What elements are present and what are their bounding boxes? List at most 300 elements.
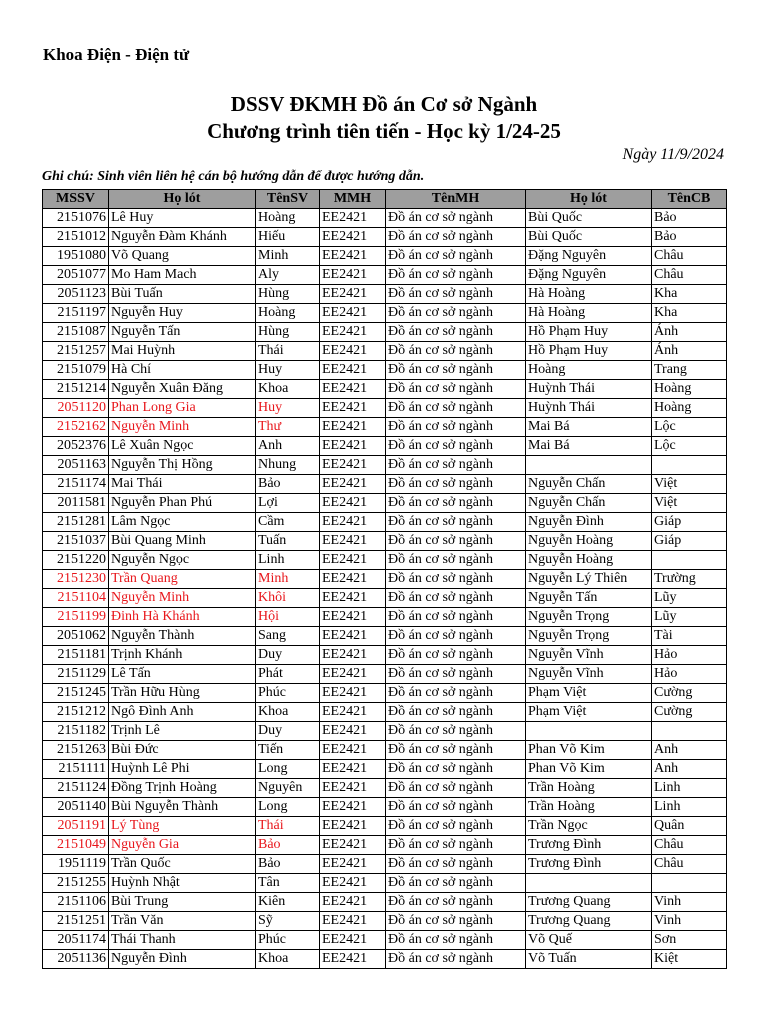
cell-student-last-middle: Lê Tấn (109, 665, 256, 684)
cell-advisor-last-middle: Trương Quang (526, 893, 652, 912)
table-row (43, 931, 727, 950)
table-row (43, 703, 727, 722)
cell-advisor-first: Hảo (652, 665, 727, 684)
cell-course-code: EE2421 (320, 361, 386, 380)
cell-course-name: Đồ án cơ sở ngành (386, 627, 526, 646)
cell-course-code: EE2421 (320, 912, 386, 931)
cell-student-last-middle: Mai Thái (109, 475, 256, 494)
cell-course-code: EE2421 (320, 247, 386, 266)
table-row (43, 247, 727, 266)
cell-student-first: Hùng (256, 285, 320, 304)
cell-mssv: 2051163 (43, 456, 109, 475)
cell-advisor-last-middle: Phan Võ Kim (526, 741, 652, 760)
cell-course-code: EE2421 (320, 266, 386, 285)
cell-mssv: 2151174 (43, 475, 109, 494)
document-date: Ngày 11/9/2024 (622, 146, 724, 163)
column-header-course-name: TênMH (386, 190, 526, 209)
cell-student-first: Hoàng (256, 304, 320, 323)
cell-course-code: EE2421 (320, 836, 386, 855)
table-row (43, 570, 727, 589)
cell-course-name: Đồ án cơ sở ngành (386, 817, 526, 836)
cell-student-first: Duy (256, 722, 320, 741)
cell-mssv: 2151129 (43, 665, 109, 684)
cell-student-last-middle: Nguyễn Đàm Khánh (109, 228, 256, 247)
cell-student-first: Thái (256, 342, 320, 361)
cell-mssv: 2151106 (43, 893, 109, 912)
cell-advisor-last-middle: Nguyễn Chấn (526, 494, 652, 513)
column-header-mssv: MSSV (43, 190, 109, 209)
cell-student-last-middle: Huỳnh Nhật (109, 874, 256, 893)
cell-student-last-middle: Nguyễn Ngọc (109, 551, 256, 570)
cell-course-code: EE2421 (320, 475, 386, 494)
cell-mssv: 2151214 (43, 380, 109, 399)
document-note: Ghi chú: Sinh viên liên hệ cán bộ hướng dẫn để được hướng dẫn. (42, 169, 425, 184)
cell-course-code: EE2421 (320, 950, 386, 969)
cell-student-first: Khoa (256, 950, 320, 969)
cell-course-code: EE2421 (320, 741, 386, 760)
cell-mssv: 2151012 (43, 228, 109, 247)
cell-mssv: 2051174 (43, 931, 109, 950)
cell-student-first: Hùng (256, 323, 320, 342)
cell-mssv: 2151124 (43, 779, 109, 798)
cell-advisor-last-middle (526, 722, 652, 741)
cell-course-code: EE2421 (320, 285, 386, 304)
table-row (43, 513, 727, 532)
cell-advisor-first: Anh (652, 760, 727, 779)
cell-student-first: Nhung (256, 456, 320, 475)
cell-student-last-middle: Mo Ham Mach (109, 266, 256, 285)
cell-course-code: EE2421 (320, 665, 386, 684)
cell-advisor-last-middle: Phan Võ Kim (526, 760, 652, 779)
cell-student-last-middle: Nguyễn Tấn (109, 323, 256, 342)
table-row (43, 665, 727, 684)
table-header-row (43, 190, 727, 209)
cell-mssv: 2011581 (43, 494, 109, 513)
department-name: Khoa Điện - Điện tử (43, 45, 190, 64)
cell-student-first: Bảo (256, 855, 320, 874)
cell-student-first: Long (256, 760, 320, 779)
cell-advisor-last-middle: Võ Quế (526, 931, 652, 950)
cell-student-first: Khoa (256, 380, 320, 399)
cell-mssv: 2151251 (43, 912, 109, 931)
cell-course-name: Đồ án cơ sở ngành (386, 209, 526, 228)
cell-advisor-first (652, 456, 727, 475)
cell-mssv: 2151087 (43, 323, 109, 342)
cell-course-name: Đồ án cơ sở ngành (386, 950, 526, 969)
table-row (43, 608, 727, 627)
cell-student-last-middle: Nguyễn Minh (109, 418, 256, 437)
cell-advisor-first: Cường (652, 684, 727, 703)
cell-advisor-first: Vinh (652, 912, 727, 931)
cell-student-last-middle: Lâm Ngọc (109, 513, 256, 532)
table-row (43, 855, 727, 874)
cell-student-first: Anh (256, 437, 320, 456)
cell-mssv: 1951080 (43, 247, 109, 266)
cell-course-name: Đồ án cơ sở ngành (386, 570, 526, 589)
cell-mssv: 2151281 (43, 513, 109, 532)
cell-advisor-first: Vinh (652, 893, 727, 912)
table-row (43, 228, 727, 247)
cell-advisor-first: Cường (652, 703, 727, 722)
cell-mssv: 2151181 (43, 646, 109, 665)
cell-mssv: 2151076 (43, 209, 109, 228)
cell-advisor-first: Châu (652, 266, 727, 285)
cell-advisor-first: Trang (652, 361, 727, 380)
cell-student-first: Hoàng (256, 209, 320, 228)
cell-course-name: Đồ án cơ sở ngành (386, 798, 526, 817)
cell-course-code: EE2421 (320, 931, 386, 950)
table-row (43, 209, 727, 228)
cell-advisor-first: Giáp (652, 532, 727, 551)
table-row (43, 722, 727, 741)
cell-mssv: 2151049 (43, 836, 109, 855)
cell-student-first: Huy (256, 399, 320, 418)
cell-course-name: Đồ án cơ sở ngành (386, 266, 526, 285)
student-table (42, 189, 727, 969)
table-row (43, 798, 727, 817)
cell-student-first: Hội (256, 608, 320, 627)
cell-advisor-last-middle: Hồ Phạm Huy (526, 323, 652, 342)
cell-advisor-last-middle: Võ Tuấn (526, 950, 652, 969)
cell-advisor-last-middle: Nguyễn Trọng (526, 627, 652, 646)
cell-advisor-last-middle: Đặng Nguyên (526, 266, 652, 285)
cell-course-name: Đồ án cơ sở ngành (386, 874, 526, 893)
table-row (43, 760, 727, 779)
cell-advisor-last-middle (526, 456, 652, 475)
cell-advisor-first: Hảo (652, 646, 727, 665)
cell-student-first: Nguyên (256, 779, 320, 798)
table-row (43, 532, 727, 551)
cell-student-last-middle: Nguyễn Xuân Đăng (109, 380, 256, 399)
cell-student-first: Minh (256, 247, 320, 266)
cell-course-name: Đồ án cơ sở ngành (386, 760, 526, 779)
cell-advisor-last-middle: Hoàng (526, 361, 652, 380)
cell-mssv: 2151220 (43, 551, 109, 570)
cell-mssv: 2151197 (43, 304, 109, 323)
cell-course-name: Đồ án cơ sở ngành (386, 418, 526, 437)
document-title: DSSV ĐKMH Đồ án Cơ sở Ngành (230, 92, 538, 116)
cell-student-last-middle: Lê Huy (109, 209, 256, 228)
cell-course-name: Đồ án cơ sở ngành (386, 304, 526, 323)
cell-course-code: EE2421 (320, 323, 386, 342)
table-row (43, 551, 727, 570)
cell-student-last-middle: Trần Văn (109, 912, 256, 931)
cell-course-code: EE2421 (320, 779, 386, 798)
table-row (43, 494, 727, 513)
cell-course-name: Đồ án cơ sở ngành (386, 684, 526, 703)
cell-course-code: EE2421 (320, 722, 386, 741)
cell-advisor-first: Sơn (652, 931, 727, 950)
cell-student-first: Linh (256, 551, 320, 570)
cell-course-name: Đồ án cơ sở ngành (386, 836, 526, 855)
cell-course-name: Đồ án cơ sở ngành (386, 779, 526, 798)
column-header-advisor-last-middle: Họ lót (526, 190, 652, 209)
cell-advisor-first: Bảo (652, 209, 727, 228)
cell-course-name: Đồ án cơ sở ngành (386, 589, 526, 608)
cell-mssv: 2151245 (43, 684, 109, 703)
cell-course-code: EE2421 (320, 209, 386, 228)
cell-advisor-first: Ánh (652, 342, 727, 361)
cell-advisor-last-middle: Bùi Quốc (526, 228, 652, 247)
table-row (43, 475, 727, 494)
cell-student-last-middle: Bùi Nguyễn Thành (109, 798, 256, 817)
cell-student-last-middle: Ngô Đình Anh (109, 703, 256, 722)
cell-student-first: Thái (256, 817, 320, 836)
cell-student-first: Aly (256, 266, 320, 285)
cell-advisor-first: Châu (652, 855, 727, 874)
cell-advisor-first: Châu (652, 836, 727, 855)
cell-course-name: Đồ án cơ sở ngành (386, 475, 526, 494)
cell-course-code: EE2421 (320, 551, 386, 570)
cell-student-first: Phúc (256, 684, 320, 703)
cell-course-name: Đồ án cơ sở ngành (386, 855, 526, 874)
cell-mssv: 2151104 (43, 589, 109, 608)
cell-student-last-middle: Nguyễn Minh (109, 589, 256, 608)
cell-course-code: EE2421 (320, 627, 386, 646)
cell-advisor-first (652, 874, 727, 893)
cell-mssv: 2151079 (43, 361, 109, 380)
cell-student-first: Huy (256, 361, 320, 380)
document-subtitle: Chương trình tiên tiến - Học kỳ 1/24-25 (207, 119, 561, 143)
cell-student-last-middle: Nguyễn Thị Hồng (109, 456, 256, 475)
cell-course-name: Đồ án cơ sở ngành (386, 722, 526, 741)
cell-mssv: 2151255 (43, 874, 109, 893)
cell-course-code: EE2421 (320, 589, 386, 608)
cell-mssv: 2151263 (43, 741, 109, 760)
cell-mssv: 2152162 (43, 418, 109, 437)
column-header-advisor-first: TênCB (652, 190, 727, 209)
cell-student-first: Phúc (256, 931, 320, 950)
cell-student-last-middle: Bùi Đức (109, 741, 256, 760)
cell-advisor-last-middle: Hà Hoàng (526, 285, 652, 304)
cell-course-code: EE2421 (320, 703, 386, 722)
cell-course-code: EE2421 (320, 684, 386, 703)
cell-course-name: Đồ án cơ sở ngành (386, 494, 526, 513)
cell-mssv: 2052376 (43, 437, 109, 456)
cell-advisor-first: Linh (652, 798, 727, 817)
cell-advisor-last-middle: Phạm Việt (526, 703, 652, 722)
cell-course-code: EE2421 (320, 532, 386, 551)
cell-course-name: Đồ án cơ sở ngành (386, 228, 526, 247)
cell-advisor-last-middle: Mai Bá (526, 437, 652, 456)
cell-student-last-middle: Thái Thanh (109, 931, 256, 950)
cell-advisor-first: Giáp (652, 513, 727, 532)
table-row (43, 874, 727, 893)
cell-advisor-first: Bảo (652, 228, 727, 247)
cell-advisor-last-middle: Nguyễn Đình (526, 513, 652, 532)
table-row (43, 437, 727, 456)
cell-student-last-middle: Nguyễn Huy (109, 304, 256, 323)
cell-course-code: EE2421 (320, 760, 386, 779)
cell-course-code: EE2421 (320, 817, 386, 836)
cell-mssv: 2151212 (43, 703, 109, 722)
cell-course-code: EE2421 (320, 855, 386, 874)
table-row (43, 836, 727, 855)
cell-advisor-last-middle: Nguyễn Vĩnh (526, 646, 652, 665)
cell-advisor-last-middle: Nguyễn Vĩnh (526, 665, 652, 684)
table-row (43, 627, 727, 646)
cell-advisor-last-middle: Phạm Việt (526, 684, 652, 703)
cell-advisor-first: Linh (652, 779, 727, 798)
cell-mssv: 2151037 (43, 532, 109, 551)
cell-advisor-last-middle: Hồ Phạm Huy (526, 342, 652, 361)
cell-student-last-middle: Trần Quốc (109, 855, 256, 874)
cell-course-code: EE2421 (320, 399, 386, 418)
cell-course-name: Đồ án cơ sở ngành (386, 912, 526, 931)
cell-student-last-middle: Trần Quang (109, 570, 256, 589)
cell-advisor-last-middle (526, 874, 652, 893)
table-row (43, 912, 727, 931)
cell-advisor-last-middle: Đặng Nguyên (526, 247, 652, 266)
cell-advisor-first (652, 722, 727, 741)
cell-student-first: Tuấn (256, 532, 320, 551)
cell-course-code: EE2421 (320, 494, 386, 513)
table-row (43, 646, 727, 665)
cell-mssv: 2151111 (43, 760, 109, 779)
cell-course-code: EE2421 (320, 418, 386, 437)
column-header-student-first: TênSV (256, 190, 320, 209)
cell-student-first: Sang (256, 627, 320, 646)
cell-advisor-first: Quân (652, 817, 727, 836)
cell-course-code: EE2421 (320, 304, 386, 323)
cell-mssv: 2051136 (43, 950, 109, 969)
cell-course-code: EE2421 (320, 380, 386, 399)
cell-mssv: 2051191 (43, 817, 109, 836)
cell-mssv: 2051077 (43, 266, 109, 285)
table-row (43, 342, 727, 361)
cell-advisor-first: Ánh (652, 323, 727, 342)
cell-mssv: 2051062 (43, 627, 109, 646)
cell-mssv: 2051123 (43, 285, 109, 304)
table-row (43, 399, 727, 418)
table-row (43, 323, 727, 342)
cell-student-last-middle: Bùi Trung (109, 893, 256, 912)
cell-advisor-last-middle: Bùi Quốc (526, 209, 652, 228)
cell-advisor-first: Việt (652, 494, 727, 513)
cell-student-last-middle: Đinh Hà Khánh (109, 608, 256, 627)
cell-advisor-first: Kha (652, 285, 727, 304)
cell-course-name: Đồ án cơ sở ngành (386, 741, 526, 760)
table-row (43, 779, 727, 798)
cell-student-last-middle: Nguyễn Đình (109, 950, 256, 969)
cell-student-last-middle: Bùi Tuấn (109, 285, 256, 304)
cell-advisor-last-middle: Nguyễn Chấn (526, 475, 652, 494)
cell-course-name: Đồ án cơ sở ngành (386, 456, 526, 475)
cell-advisor-first: Trường (652, 570, 727, 589)
cell-advisor-first: Châu (652, 247, 727, 266)
table-row (43, 418, 727, 437)
cell-student-first: Bảo (256, 475, 320, 494)
cell-student-last-middle: Nguyễn Phan Phú (109, 494, 256, 513)
cell-student-last-middle: Lê Xuân Ngọc (109, 437, 256, 456)
cell-course-name: Đồ án cơ sở ngành (386, 703, 526, 722)
cell-student-first: Lợi (256, 494, 320, 513)
cell-student-first: Kiên (256, 893, 320, 912)
cell-mssv: 2051120 (43, 399, 109, 418)
cell-student-last-middle: Lý Tùng (109, 817, 256, 836)
cell-course-name: Đồ án cơ sở ngành (386, 646, 526, 665)
cell-student-first: Tiến (256, 741, 320, 760)
cell-course-code: EE2421 (320, 513, 386, 532)
cell-advisor-last-middle: Nguyễn Hoàng (526, 532, 652, 551)
table-row (43, 285, 727, 304)
cell-advisor-first: Lộc (652, 418, 727, 437)
table-row (43, 361, 727, 380)
cell-student-last-middle: Phan Long Gia (109, 399, 256, 418)
cell-course-code: EE2421 (320, 798, 386, 817)
cell-advisor-first: Lũy (652, 589, 727, 608)
cell-course-code: EE2421 (320, 456, 386, 475)
cell-course-name: Đồ án cơ sở ngành (386, 361, 526, 380)
cell-advisor-first: Hoàng (652, 399, 727, 418)
cell-student-first: Cầm (256, 513, 320, 532)
cell-advisor-last-middle: Nguyễn Trọng (526, 608, 652, 627)
cell-advisor-last-middle: Nguyễn Hoàng (526, 551, 652, 570)
cell-course-code: EE2421 (320, 874, 386, 893)
cell-student-first: Bảo (256, 836, 320, 855)
cell-advisor-last-middle: Hà Hoàng (526, 304, 652, 323)
cell-course-name: Đồ án cơ sở ngành (386, 380, 526, 399)
cell-student-first: Hiếu (256, 228, 320, 247)
cell-course-name: Đồ án cơ sở ngành (386, 513, 526, 532)
cell-student-first: Long (256, 798, 320, 817)
cell-course-name: Đồ án cơ sở ngành (386, 893, 526, 912)
cell-student-first: Duy (256, 646, 320, 665)
cell-advisor-last-middle: Trần Hoàng (526, 779, 652, 798)
cell-advisor-last-middle: Huỳnh Thái (526, 399, 652, 418)
cell-course-code: EE2421 (320, 893, 386, 912)
table-row (43, 380, 727, 399)
cell-course-code: EE2421 (320, 228, 386, 247)
cell-advisor-last-middle: Trương Đình (526, 855, 652, 874)
cell-student-first: Thư (256, 418, 320, 437)
cell-advisor-first: Anh (652, 741, 727, 760)
table-row (43, 304, 727, 323)
cell-advisor-last-middle: Trương Đình (526, 836, 652, 855)
cell-course-name: Đồ án cơ sở ngành (386, 437, 526, 456)
cell-course-code: EE2421 (320, 342, 386, 361)
table-row (43, 893, 727, 912)
column-header-course-code: MMH (320, 190, 386, 209)
cell-course-code: EE2421 (320, 437, 386, 456)
cell-mssv: 2051140 (43, 798, 109, 817)
cell-student-last-middle: Trịnh Khánh (109, 646, 256, 665)
table-row (43, 456, 727, 475)
table-row (43, 817, 727, 836)
table-row (43, 684, 727, 703)
cell-mssv: 2151182 (43, 722, 109, 741)
cell-course-name: Đồ án cơ sở ngành (386, 285, 526, 304)
cell-course-name: Đồ án cơ sở ngành (386, 551, 526, 570)
cell-student-last-middle: Mai Huỳnh (109, 342, 256, 361)
cell-advisor-first: Lộc (652, 437, 727, 456)
cell-student-first: Khôi (256, 589, 320, 608)
cell-mssv: 2151257 (43, 342, 109, 361)
cell-student-first: Khoa (256, 703, 320, 722)
cell-student-last-middle: Bùi Quang Minh (109, 532, 256, 551)
cell-advisor-first (652, 551, 727, 570)
cell-course-name: Đồ án cơ sở ngành (386, 532, 526, 551)
cell-mssv: 2151199 (43, 608, 109, 627)
cell-student-first: Phát (256, 665, 320, 684)
cell-student-last-middle: Nguyễn Thành (109, 627, 256, 646)
cell-course-code: EE2421 (320, 646, 386, 665)
cell-advisor-first: Lũy (652, 608, 727, 627)
cell-course-name: Đồ án cơ sở ngành (386, 323, 526, 342)
table-row (43, 589, 727, 608)
table-row (43, 741, 727, 760)
cell-student-last-middle: Nguyễn Gia (109, 836, 256, 855)
